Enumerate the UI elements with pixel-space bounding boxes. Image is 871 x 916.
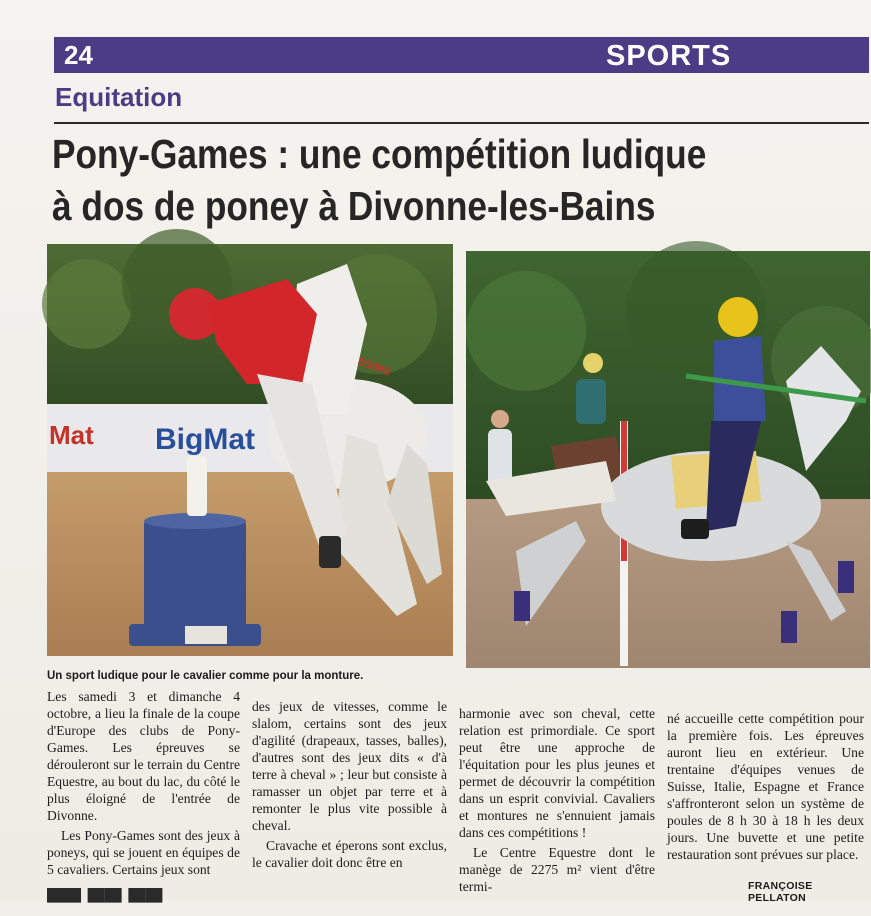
paragraph: harmonie avec son cheval, cette relation est primordiale. Ce sport peut être une approche de l'équitation pour les plus jeunes et permet de découvrir la compétition dans un esprit convivial. Cavaliers et montures ne s'ennuient jamais dans ces compétitions ! [459, 706, 655, 840]
paragraph: Les samedi 3 et dimanche 4 octobre, a lieu la finale de la coupe d'Europe des clubs de Pony-Games. Les épreuves se dérouleront sur le terrain du Centre Equestre, au bout du lac, du côté le plus éloigné de l'entrée de Divonne. [47, 689, 240, 823]
paragraph: Le Centre Equestre dont le manège de 2275 m² vient d'être termi- [459, 845, 655, 894]
article-column-3 [459, 705, 655, 895]
article-headline [52, 128, 753, 232]
paragraph: Cravache et éperons sont exclus, le cavalier doit donc être en [252, 838, 447, 870]
banner-bigmat-text: BigMat [155, 423, 255, 456]
page-number: 24 [64, 40, 93, 70]
cut-off-headline-glyphs: ▀▀ ▀▀ ▀▀ [47, 889, 163, 916]
paragraph: des jeux de vitesses, comme le slalom, certains sont des jeux d'agilité (drapeaux, tasses, balles), d'autres sont des jeux dits « d'à terre à cheval » ; leur but consiste à ramasser un objet par terre et à remonter le plus vite possible à cheval. [252, 699, 447, 833]
section-header-band [54, 37, 869, 73]
header-rule [54, 122, 869, 124]
article-column-1 [47, 688, 240, 878]
photo-rider-pole-image [466, 251, 870, 668]
article-column-2 [252, 698, 447, 871]
photo-caption: Un sport ludique pour le cavalier comme pour la monture. [47, 670, 364, 682]
photo-rider-barrel [47, 244, 453, 656]
photo-rider-pole [466, 251, 870, 668]
paragraph: né accueille cette compétition pour la première fois. Les épreuves auront lieu en extérieur. Une trentaine d'équipes venues de Suisse, Italie, Espagne et France s'affronteront selon un système de poules de 8 h 30 à 18 h les deux jours. Une buvette et une petite restauration sont prévues sur place. [667, 711, 864, 862]
next-article-headline-fragment [47, 889, 177, 916]
rubric-label: Equitation [55, 82, 183, 112]
headline-line-2: à dos de poney à Divonne-les-Bains [52, 183, 656, 229]
banner-mat-text: Mat [49, 420, 94, 450]
paragraph: Les Pony-Games sont des jeux à poneys, qui se jouent en équipes de 5 cavaliers. Certains jeux sont [47, 828, 240, 877]
article-column-4 [667, 710, 864, 863]
saddle-pad-text: SSIMS [355, 355, 393, 379]
section-title: SPORTS [606, 40, 732, 72]
headline-line-1: Pony-Games : une compétition ludique [52, 131, 707, 177]
author-signature: FRANÇOISE PELLATON [748, 880, 813, 904]
photo-rider-barrel-image [47, 244, 453, 656]
